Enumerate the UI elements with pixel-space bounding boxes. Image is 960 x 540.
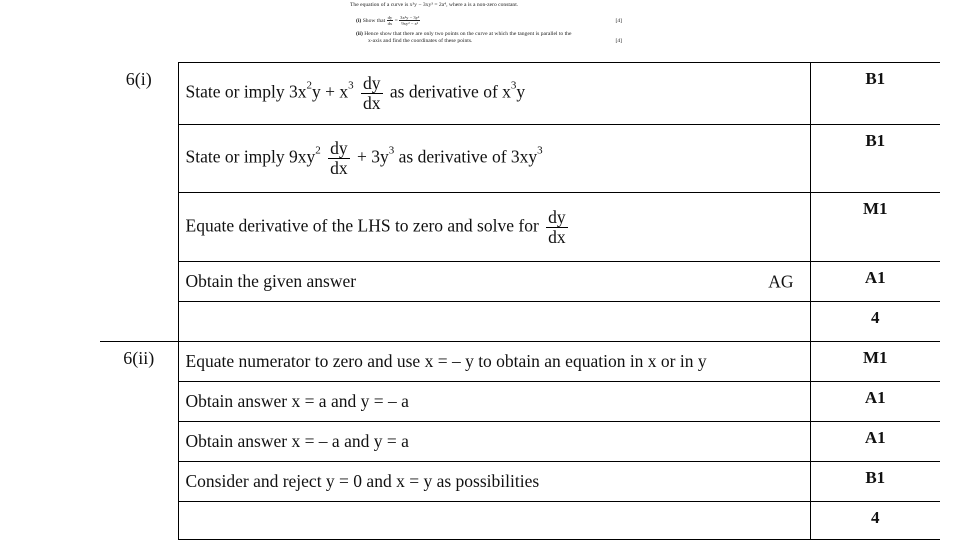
superscript: 3 — [537, 144, 543, 157]
answer-text: + 3y — [357, 146, 389, 167]
mark-cell: A1 — [810, 382, 940, 422]
part-i-rhs — [399, 15, 420, 26]
answer-cell: Obtain answer x = a and y = – a — [178, 382, 810, 422]
part-i-text: Show that — [362, 17, 386, 24]
superscript: 3 — [348, 79, 354, 92]
total-mark: 4 — [810, 502, 940, 540]
part-ii-marks: [4] — [615, 38, 622, 44]
mark-cell: B1 — [810, 125, 940, 193]
superscript: 3 — [510, 79, 517, 92]
part-i-rhs-num: 3x²y − 3y³ — [400, 15, 420, 20]
fraction-denominator: dx — [363, 93, 381, 113]
question-part-ii — [350, 31, 622, 45]
table-row — [100, 193, 940, 262]
table-row — [100, 262, 940, 302]
question-number-6ii: 6(ii) — [100, 342, 178, 540]
mark-cell: M1 — [810, 193, 940, 262]
table-row — [100, 125, 940, 193]
answer-cell — [178, 262, 810, 302]
answer-text: Obtain the given answer — [185, 271, 357, 291]
question-part-i: (i) Show that $\frac{dy}{dx}$ = $\frac{\text{3x²y − 3y³}}{\text{9xy² − x³}}$ [4] — [356, 15, 622, 26]
guidance-ag: AG — [768, 271, 794, 291]
answer-text: y + x — [312, 81, 349, 102]
fraction-denominator: dx — [548, 226, 566, 247]
question-text — [350, 2, 622, 45]
part-i-label: (i) — [356, 17, 362, 24]
part-i-marks: [4] — [615, 18, 622, 24]
part-i-rhs-den: 9xy² − x³ — [401, 21, 419, 26]
table-row — [100, 302, 940, 342]
answer-text: State or imply 9xy — [185, 146, 316, 167]
table-row — [100, 502, 940, 540]
answer-cell: Consider and reject y = 0 and x = y as possibilities — [178, 462, 810, 502]
answer-cell-empty — [178, 302, 810, 342]
mark-cell: B1 — [810, 462, 940, 502]
superscript: 3 — [388, 144, 395, 157]
fraction-denominator: dx — [330, 158, 348, 178]
mark-cell: B1 — [810, 63, 940, 125]
table-row — [100, 342, 940, 382]
part-i-dydx-den: dx — [387, 21, 393, 26]
total-mark: 4 — [810, 302, 940, 342]
answer-cell-empty — [178, 502, 810, 540]
mark-cell: A1 — [810, 422, 940, 462]
part-i-dydx — [387, 15, 394, 26]
fraction-numerator: dy — [330, 138, 348, 158]
mark-scheme-table — [100, 62, 940, 540]
answer-cell — [178, 193, 810, 262]
answer-cell — [178, 63, 810, 125]
dydx-fraction — [361, 74, 383, 113]
part-ii-text-2: x-axis and find the coordinates of these points. — [368, 38, 473, 44]
table-row — [100, 63, 940, 125]
answer-cell: Equate numerator to zero and use x = – y to obtain an equation in x or in y — [178, 342, 810, 382]
dydx-fraction — [328, 139, 350, 178]
part-ii-text-1: Hence show that there are only two points on the curve at which the tangent is parallel to the — [364, 31, 572, 37]
part-i-dydx-num: dy — [387, 15, 393, 20]
answer-text: Equate derivative of the LHS to zero and solve for — [185, 215, 539, 236]
superscript: 2 — [306, 79, 313, 92]
table-row — [100, 462, 940, 502]
part-ii-label: (ii) — [356, 31, 363, 37]
dydx-fraction — [546, 208, 568, 247]
answer-text: as derivative of 3xy — [398, 146, 538, 167]
mark-cell: A1 — [810, 262, 940, 302]
fraction-numerator: dy — [548, 206, 566, 227]
superscript: 2 — [315, 144, 321, 157]
answer-text: State or imply 3x — [185, 81, 307, 102]
answer-cell: Obtain answer x = – a and y = a — [178, 422, 810, 462]
question-intro: The equation of a curve is x³y − 3xy³ = 2a⁴, where a is a non-zero constant. — [350, 2, 519, 8]
answer-text: y — [516, 81, 526, 102]
table-row — [100, 422, 940, 462]
question-number-6i: 6(i) — [100, 63, 178, 342]
answer-cell — [178, 125, 810, 193]
table-row — [100, 382, 940, 422]
answer-text: as derivative of x — [389, 81, 511, 102]
mark-cell: M1 — [810, 342, 940, 382]
fraction-numerator: dy — [363, 73, 381, 93]
